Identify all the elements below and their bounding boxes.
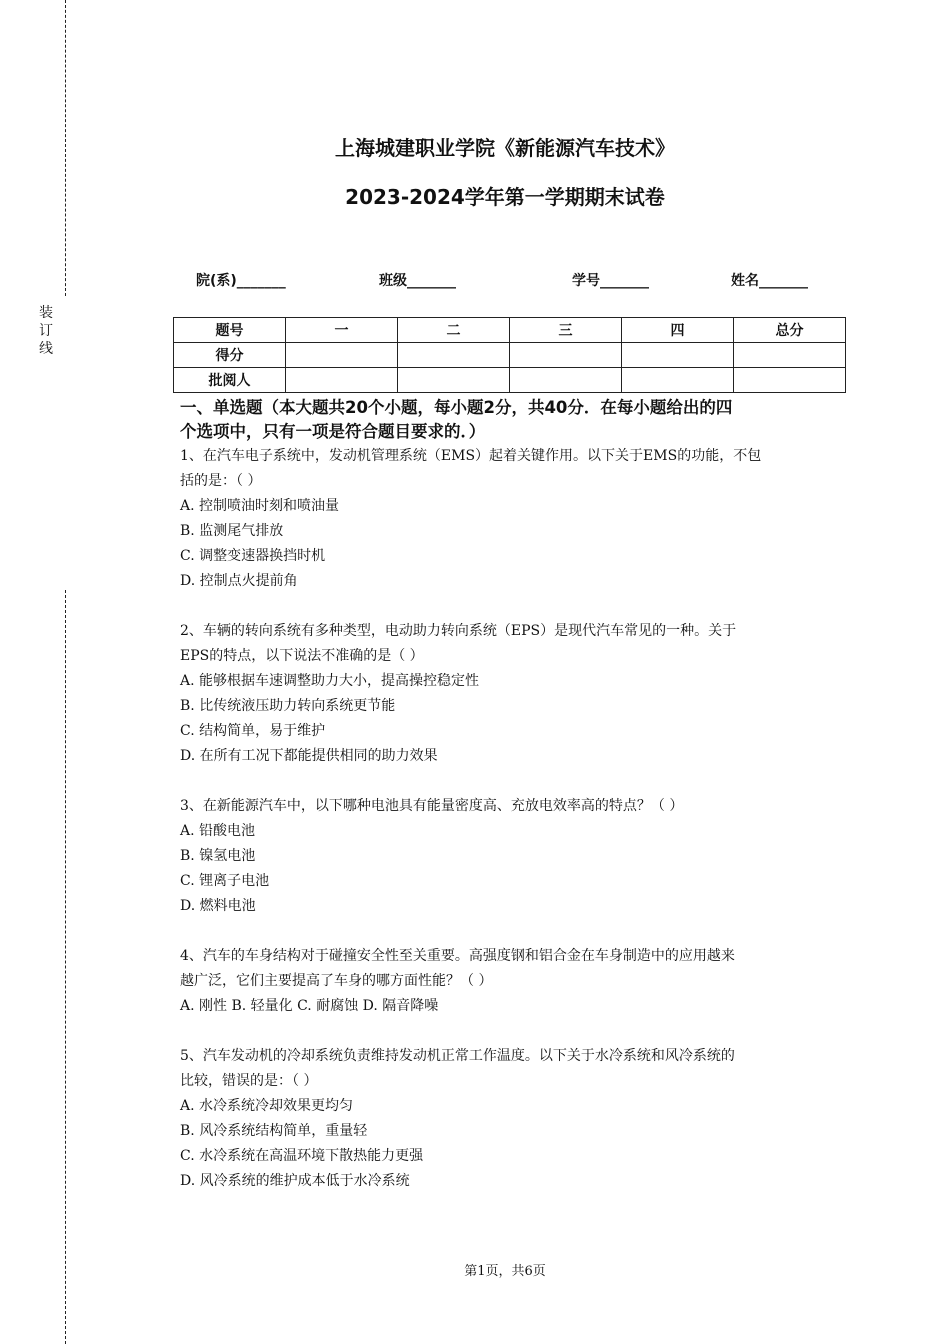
question-5 <box>180 1044 840 1194</box>
grader-cell <box>398 368 510 393</box>
question-stem: 越广泛，它们主要提高了车身的哪方面性能？（ ） <box>180 973 493 989</box>
binding-label: 装 订 线 <box>39 305 53 357</box>
option-a: A. 铅酸电池 <box>180 823 256 839</box>
score-cell <box>398 343 510 368</box>
header-cell-part-1: 一 <box>286 318 398 343</box>
option-a: A. 控制喷油时刻和喷油量 <box>180 498 340 514</box>
score-table-header-row <box>174 318 846 343</box>
grader-cell <box>622 368 734 393</box>
option-b: B. 比传统液压助力转向系统更节能 <box>180 698 396 714</box>
exam-title-line2: 2023-2024学年第一学期期末试卷 <box>345 185 665 209</box>
question-stem: EPS的特点，以下说法不准确的是（ ） <box>180 648 424 664</box>
header-cell-total: 总分 <box>734 318 846 343</box>
binding-line-bottom <box>65 590 66 1344</box>
grader-row-label: 批阅人 <box>174 368 286 393</box>
option-d: D. 燃料电池 <box>180 898 256 914</box>
question-2 <box>180 619 840 769</box>
question-3 <box>180 794 840 919</box>
option-d: D. 控制点火提前角 <box>180 573 298 589</box>
grader-row <box>174 368 846 393</box>
exam-title-line1: 上海城建职业学院《新能源汽车技术》 <box>335 136 675 160</box>
score-cell <box>510 343 622 368</box>
department-field: 院(系)_______ <box>196 273 286 289</box>
header-cell-part-4: 四 <box>622 318 734 343</box>
option-c: C. 调整变速器换挡时机 <box>180 548 326 564</box>
option-b: B. 镍氢电池 <box>180 848 256 864</box>
header-cell-part-3: 三 <box>510 318 622 343</box>
grader-cell <box>734 368 846 393</box>
question-stem: 括的是：（ ） <box>180 473 262 489</box>
question-stem: 4、汽车的车身结构对于碰撞安全性至关重要。高强度钢和铝合金在车身制造中的应用越来 <box>180 948 735 964</box>
option-c: C. 锂离子电池 <box>180 873 270 889</box>
name-field: 姓名_______ <box>731 273 808 289</box>
option-b: B. 监测尾气排放 <box>180 523 284 539</box>
option-b: B. 风冷系统结构简单，重量轻 <box>180 1123 368 1139</box>
score-cell <box>734 343 846 368</box>
section-heading-line2: 个选项中，只有一项是符合题目要求的．） <box>180 422 486 441</box>
option-c: C. 水冷系统在高温环境下散热能力更强 <box>180 1148 424 1164</box>
score-row <box>174 343 846 368</box>
student-id-field: 学号_______ <box>572 273 649 289</box>
score-table <box>173 317 846 393</box>
score-cell <box>622 343 734 368</box>
question-4 <box>180 944 840 1019</box>
option-a: A. 能够根据车速调整助力大小，提高操控稳定性 <box>180 673 480 689</box>
question-stem: 3、在新能源汽车中，以下哪种电池具有能量密度高、充放电效率高的特点？（ ） <box>180 798 684 814</box>
section-heading-line1: 一、单选题（本大题共20个小题，每小题2分，共40分．在每小题给出的四 <box>180 398 733 417</box>
grader-cell <box>510 368 622 393</box>
score-cell <box>286 343 398 368</box>
question-stem: 比较，错误的是：（ ） <box>180 1073 318 1089</box>
option-c: C. 结构简单，易于维护 <box>180 723 326 739</box>
score-row-label: 得分 <box>174 343 286 368</box>
header-cell-question-number: 题号 <box>174 318 286 343</box>
header-cell-part-2: 二 <box>398 318 510 343</box>
grader-cell <box>286 368 398 393</box>
question-1 <box>180 444 840 594</box>
options-inline: A. 刚性 B. 轻量化 C. 耐腐蚀 D. 隔音降噪 <box>180 998 439 1014</box>
page-footer: 第1页，共6页 <box>464 1264 546 1279</box>
exam-content <box>180 396 840 1194</box>
option-a: A. 水冷系统冷却效果更均匀 <box>180 1098 354 1114</box>
question-stem: 5、汽车发动机的冷却系统负责维持发动机正常工作温度。以下关于水冷系统和风冷系统的 <box>180 1048 735 1064</box>
question-stem: 2、车辆的转向系统有多种类型，电动助力转向系统（EPS）是现代汽车常见的一种。关于 <box>180 623 737 639</box>
option-d: D. 风冷系统的维护成本低于水冷系统 <box>180 1173 410 1189</box>
question-stem: 1、在汽车电子系统中，发动机管理系统（EMS）起着关键作用。以下关于EMS的功能，不包 <box>180 448 762 464</box>
option-d: D. 在所有工况下都能提供相同的助力效果 <box>180 748 438 764</box>
class-field: 班级_______ <box>379 273 456 289</box>
